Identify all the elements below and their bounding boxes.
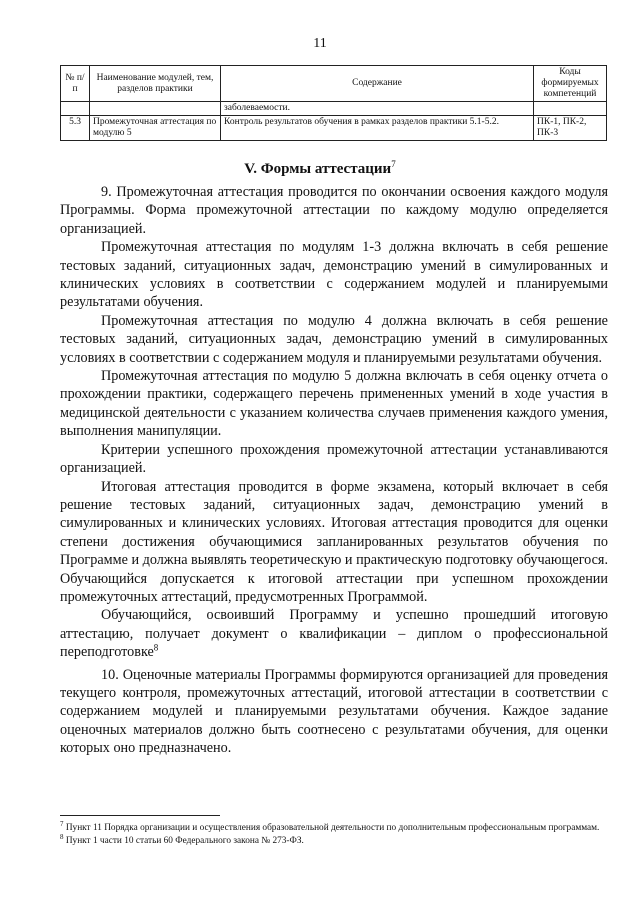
paragraph-criteria: Критерии успешного прохождения промежуточной аттестации устанавливаются организацией. xyxy=(60,441,608,477)
row-content: Контроль результатов обучения в рамках разделов практики 5.1-5.2. xyxy=(221,116,534,141)
page-number: 11 xyxy=(313,36,327,51)
table-cell-continuation: заболеваемости. xyxy=(221,102,534,116)
header-content: Содержание xyxy=(221,66,534,102)
footnote-text: Пункт 11 Порядка организации и осуществления образовательной деятельности по дополнительным профессиональным программам. xyxy=(65,823,600,833)
table-continuation-row xyxy=(61,102,607,116)
table-header-row xyxy=(61,66,607,102)
footnote-7 xyxy=(60,819,608,834)
row-competency-codes: ПК-1, ПК-2, ПК-3 xyxy=(534,116,607,141)
header-module-name: Наименование модулей, тем, разделов практики xyxy=(90,66,221,102)
footnote-marker: 8 xyxy=(60,832,64,841)
paragraph-module-5: Промежуточная аттестация по модулю 5 должна включать в себя оценку отчета о прохождении практики, содержащего перечень примененных умений в ходе участия в медицинской деятельности с указанием количества случаев применения каждого умения, выполнения манипуляции. xyxy=(60,368,608,440)
footnote-marker: 7 xyxy=(60,819,64,828)
table-cell xyxy=(90,102,221,116)
modules-table xyxy=(60,65,607,141)
paragraph-diploma xyxy=(60,606,608,661)
footnote-divider xyxy=(60,815,220,816)
footnote-ref-8: 8 xyxy=(153,642,159,653)
diploma-text: Обучающийся, освоивший Программу и успешно прошедший итоговую аттестацию, получает документ о квалификации – диплом о профессиональной переподготовке xyxy=(60,607,608,661)
row-module-name: Промежуточная аттестация по модулю 5 xyxy=(90,116,221,141)
footnote-8 xyxy=(60,832,608,847)
footnote-ref-7: 7 xyxy=(391,159,396,169)
section-title: V. Формы аттестации xyxy=(244,161,392,177)
table-row xyxy=(61,116,607,141)
paragraph-10: 10. Оценочные материалы Программы формируются организацией для проведения текущего контроля, промежуточных аттестаций, итоговой аттестации в соответствии с содержанием модулей и планируемыми результатами обучения. Каждое задание оценочных материалов должно быть соотнесено с результатами обучения, для оценки которых оно предназначено. xyxy=(60,666,608,757)
header-competency-codes: Коды формируемых компетенций xyxy=(534,66,607,102)
paragraph-modules-1-3: Промежуточная аттестация по модулям 1-3 должна включать в себя решение тестовых заданий, ситуационных задач, демонстрацию умений в симулированных и клинических условиях в соответствии с содержанием модулей и планируемыми результатами обучения. xyxy=(60,239,608,311)
footnote-text: Пункт 1 части 10 статьи 60 Федерального закона № 273-ФЗ. xyxy=(65,836,304,846)
row-number: 5.3 xyxy=(61,116,90,141)
section-heading xyxy=(0,159,640,178)
table-cell xyxy=(534,102,607,116)
document-body xyxy=(60,183,608,758)
paragraph-module-4: Промежуточная аттестация по модулю 4 должна включать в себя решение тестовых заданий, ситуационных задач, демонстрацию умений в симулированных условиях в соответствии с содержанием модуля и планируемыми результатами обучения. xyxy=(60,312,608,366)
paragraph-final-attestation: Итоговая аттестация проводится в форме экзамена, который включает в себя решение тестовых заданий, ситуационных задач, демонстрацию умений в симулированных и клинических условиях. Итоговая аттестация проводится для оценки степени достижения обучающимися запланированных результатов обучения по Программе и должна выявлять теоретическую и практическую подготовку обучающегося. Обучающийся допускается к итоговой аттестации при успешном прохождении промежуточных аттестаций, предусмотренных Программой. xyxy=(60,478,608,605)
table-cell xyxy=(61,102,90,116)
header-number: № п/п xyxy=(61,66,90,102)
paragraph-9: 9. Промежуточная аттестация проводится по окончании освоения каждого модуля Программы. Форма промежуточной аттестации по каждому модулю определяется организацией. xyxy=(60,184,608,237)
footnotes xyxy=(60,819,608,848)
